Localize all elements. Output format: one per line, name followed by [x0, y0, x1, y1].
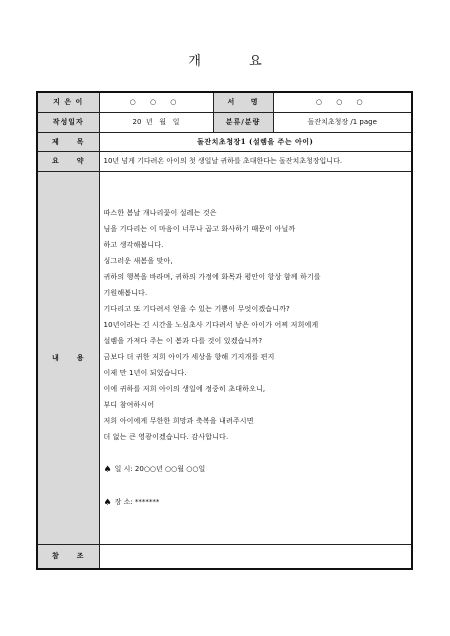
content-line: 기원해봅니다. — [103, 288, 148, 297]
content-line: 저희 아이에게 무한한 희망과 축복을 내려주시면 — [103, 416, 254, 425]
signature-label: 서 명 — [213, 92, 273, 112]
reference-label: 참 조 — [37, 544, 99, 569]
spacer — [104, 478, 408, 494]
author-value: ○ ○ ○ — [99, 92, 213, 112]
author-label: 지 은 이 — [37, 92, 99, 112]
summary-row — [37, 151, 412, 171]
date-value: 20 년 월 일 — [99, 112, 213, 132]
content-line: 따스한 봄날 개나리꽃이 설레는 것은 — [103, 208, 217, 217]
event-date-line — [104, 461, 408, 478]
content-line: 하고 생각해봅니다. — [103, 240, 164, 249]
page-title: 개 요 — [188, 54, 284, 69]
spade-icon: ♠ — [103, 497, 112, 508]
content-line: 이에 귀하를 저희 아이의 생일에 정중히 초대하오니, — [103, 384, 266, 393]
reference-value — [99, 544, 412, 569]
content-line: 기다리고 또 기다려서 얻을 수 있는 기쁨이 무엇이겠습니까? — [103, 304, 290, 313]
content-label: 내 용 — [37, 171, 99, 544]
subject-label: 제 목 — [37, 132, 99, 151]
event-place: 장 소: ******* — [114, 497, 160, 506]
content-line: 님을 기다리는 이 마음이 너무나 곱고 화사하기 때문이 아닐까 — [103, 224, 296, 233]
date-row — [37, 112, 412, 132]
event-date: 일 시: 20○○년 ○○월 ○○일 — [114, 464, 206, 473]
content-body — [99, 171, 412, 544]
summary-label: 요 약 — [37, 151, 99, 171]
reference-row — [37, 544, 412, 569]
content-line: 귀하의 행복을 바라며, 귀하의 가정에 화목과 평안이 항상 함께 하기를 — [103, 272, 321, 281]
signature-value: ○ ○ ○ — [273, 92, 412, 112]
author-row — [37, 92, 412, 112]
date-label: 작성일자 — [37, 112, 99, 132]
content-line: 이제 만 1년이 되었습니다. — [103, 368, 187, 377]
content-line: 부디 참여하시어 — [103, 400, 155, 409]
content-line: 10년이라는 긴 시간을 노심초사 기다려서 낳은 아이가 어찌 저희에게 — [103, 320, 319, 329]
content-line: 금보다 더 귀한 저희 아이가 세상을 향해 기지개를 편지 — [103, 352, 275, 361]
subject-value: 돌잔치초청장1 (설렘을 주는 아이) — [99, 132, 412, 151]
subject-row — [37, 132, 412, 151]
overview-form — [36, 91, 413, 570]
content-line: 더 없는 큰 영광이겠습니다. 감사합니다. — [103, 432, 229, 441]
content-line: 설렘을 가져다 주는 이 봄과 다를 것이 있겠습니까? — [103, 336, 263, 345]
event-place-line — [104, 494, 408, 511]
category-label: 분류/분량 — [213, 112, 273, 132]
content-line: 싱그러운 새봄을 맞아, — [103, 256, 173, 265]
category-value: 돌잔치초청장 /1 page — [273, 112, 412, 132]
summary-value: 10년 넘게 기다려온 아이의 첫 생일날 귀하를 초대한다는 돌잔치초청장입니다. — [99, 151, 412, 171]
spade-icon: ♠ — [103, 464, 112, 475]
content-row — [37, 171, 412, 544]
spacer — [104, 445, 408, 461]
